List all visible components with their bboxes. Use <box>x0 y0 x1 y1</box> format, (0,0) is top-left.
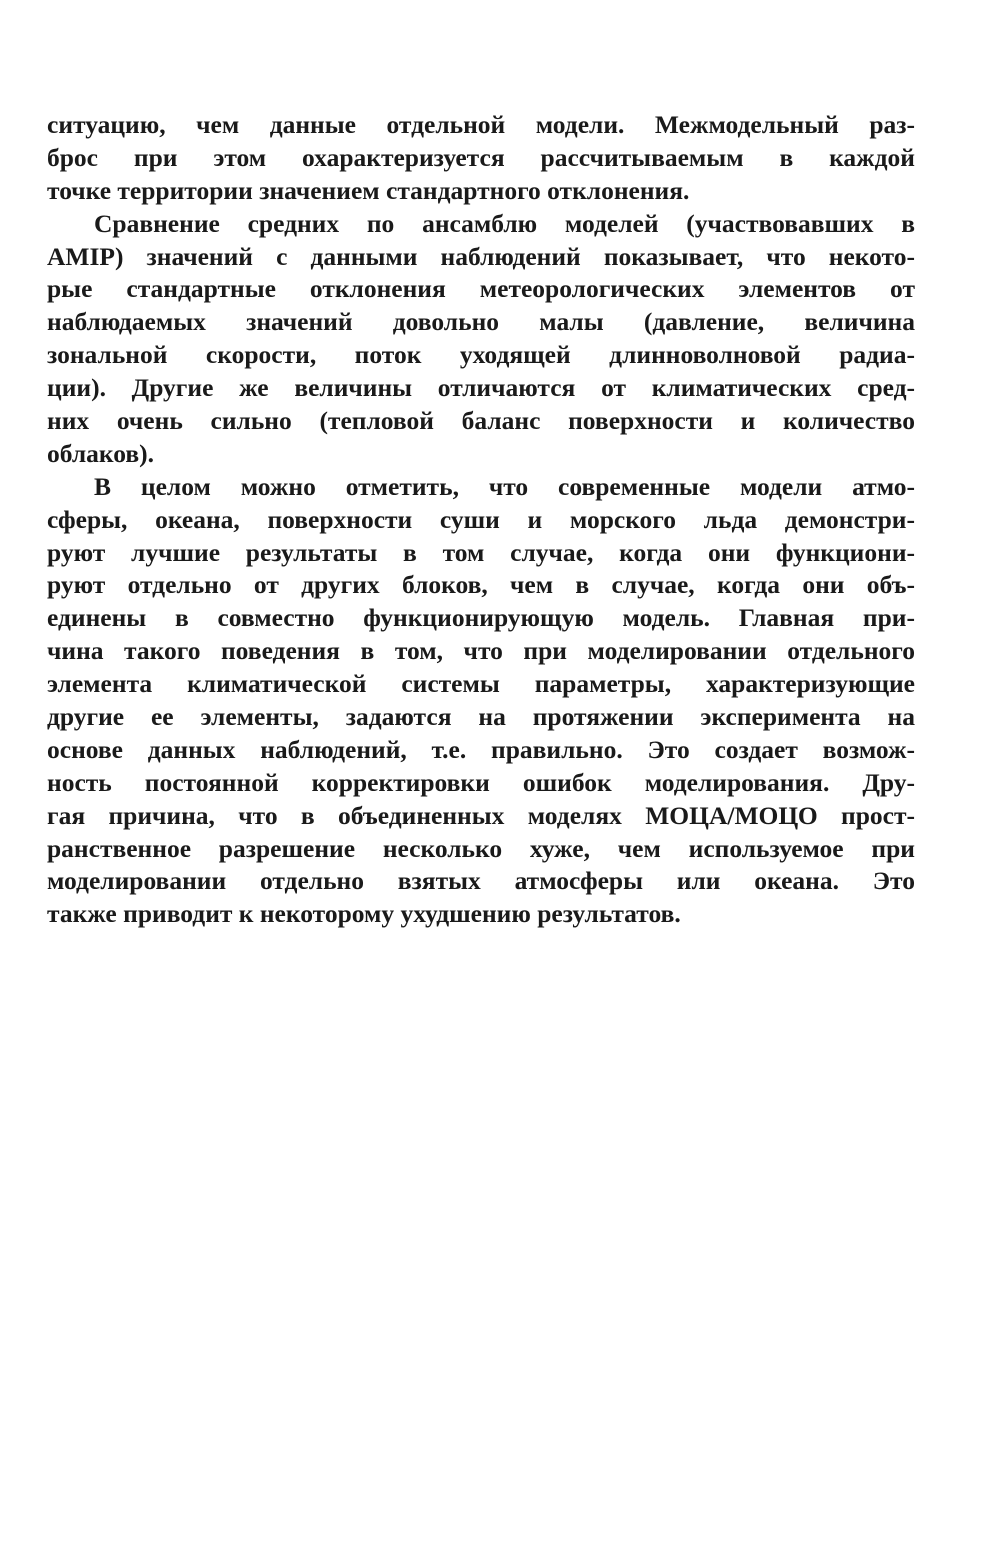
text-line: также приводит к некоторому ухудшению результатов. <box>47 899 681 929</box>
text-line: чина такого поведения в том, что при моделировании отдельного <box>47 636 915 666</box>
text-line: зональной скорости, поток уходящей длинноволновой радиа- <box>47 340 915 370</box>
text-line: моделировании отдельно взятых атмосферы или океана. Это <box>47 866 915 896</box>
text-line: элемента климатической системы параметры, характеризующие <box>47 669 915 699</box>
text-line: ранственное разрешение несколько хуже, чем используемое при <box>47 833 915 863</box>
text-line: облаков). <box>47 438 155 468</box>
text-line: ции). Другие же величины отличаются от климатических сред- <box>47 373 915 403</box>
text-line: наблюдаемых значений довольно малы (давление, величина <box>47 307 915 337</box>
text-line: сферы, океана, поверхности суши и морского льда демонстри- <box>47 504 915 534</box>
text-line: точке территории значением стандартного отклонения. <box>47 175 690 205</box>
text-line: другие ее элементы, задаются на протяжении эксперимента на <box>47 702 915 732</box>
text-line: рые стандартные отклонения метеорологических элементов от <box>47 274 915 304</box>
text-line: Сравнение средних по ансамблю моделей (участвовавших в <box>94 208 915 238</box>
text-line: руют отдельно от других блоков, чем в случае, когда они объ- <box>47 570 915 600</box>
text-line: брос при этом охарактеризуется рассчитываемым в каждой <box>47 142 915 172</box>
body-text <box>47 109 915 931</box>
text-line: ситуацию, чем данные отдельной модели. Межмодельный раз- <box>47 110 915 139</box>
text-line: руют лучшие результаты в том случае, когда они функциони- <box>47 537 915 567</box>
text-line: В целом можно отметить, что современные модели атмо- <box>94 471 915 501</box>
text-line: гая причина, что в объединенных моделях МОЦА/МОЦО прост- <box>47 800 915 830</box>
text-line: них очень сильно (тепловой баланс поверхности и количество <box>47 406 915 436</box>
text-line: основе данных наблюдений, т.е. правильно. Это создает возмож- <box>47 734 915 764</box>
text-line: AMIP) значений с данными наблюдений показывает, что некото- <box>47 241 915 271</box>
text-line: единены в совместно функционирующую модель. Главная при- <box>47 603 915 633</box>
text-line: ность постоянной корректировки ошибок моделирования. Дру- <box>47 767 915 797</box>
